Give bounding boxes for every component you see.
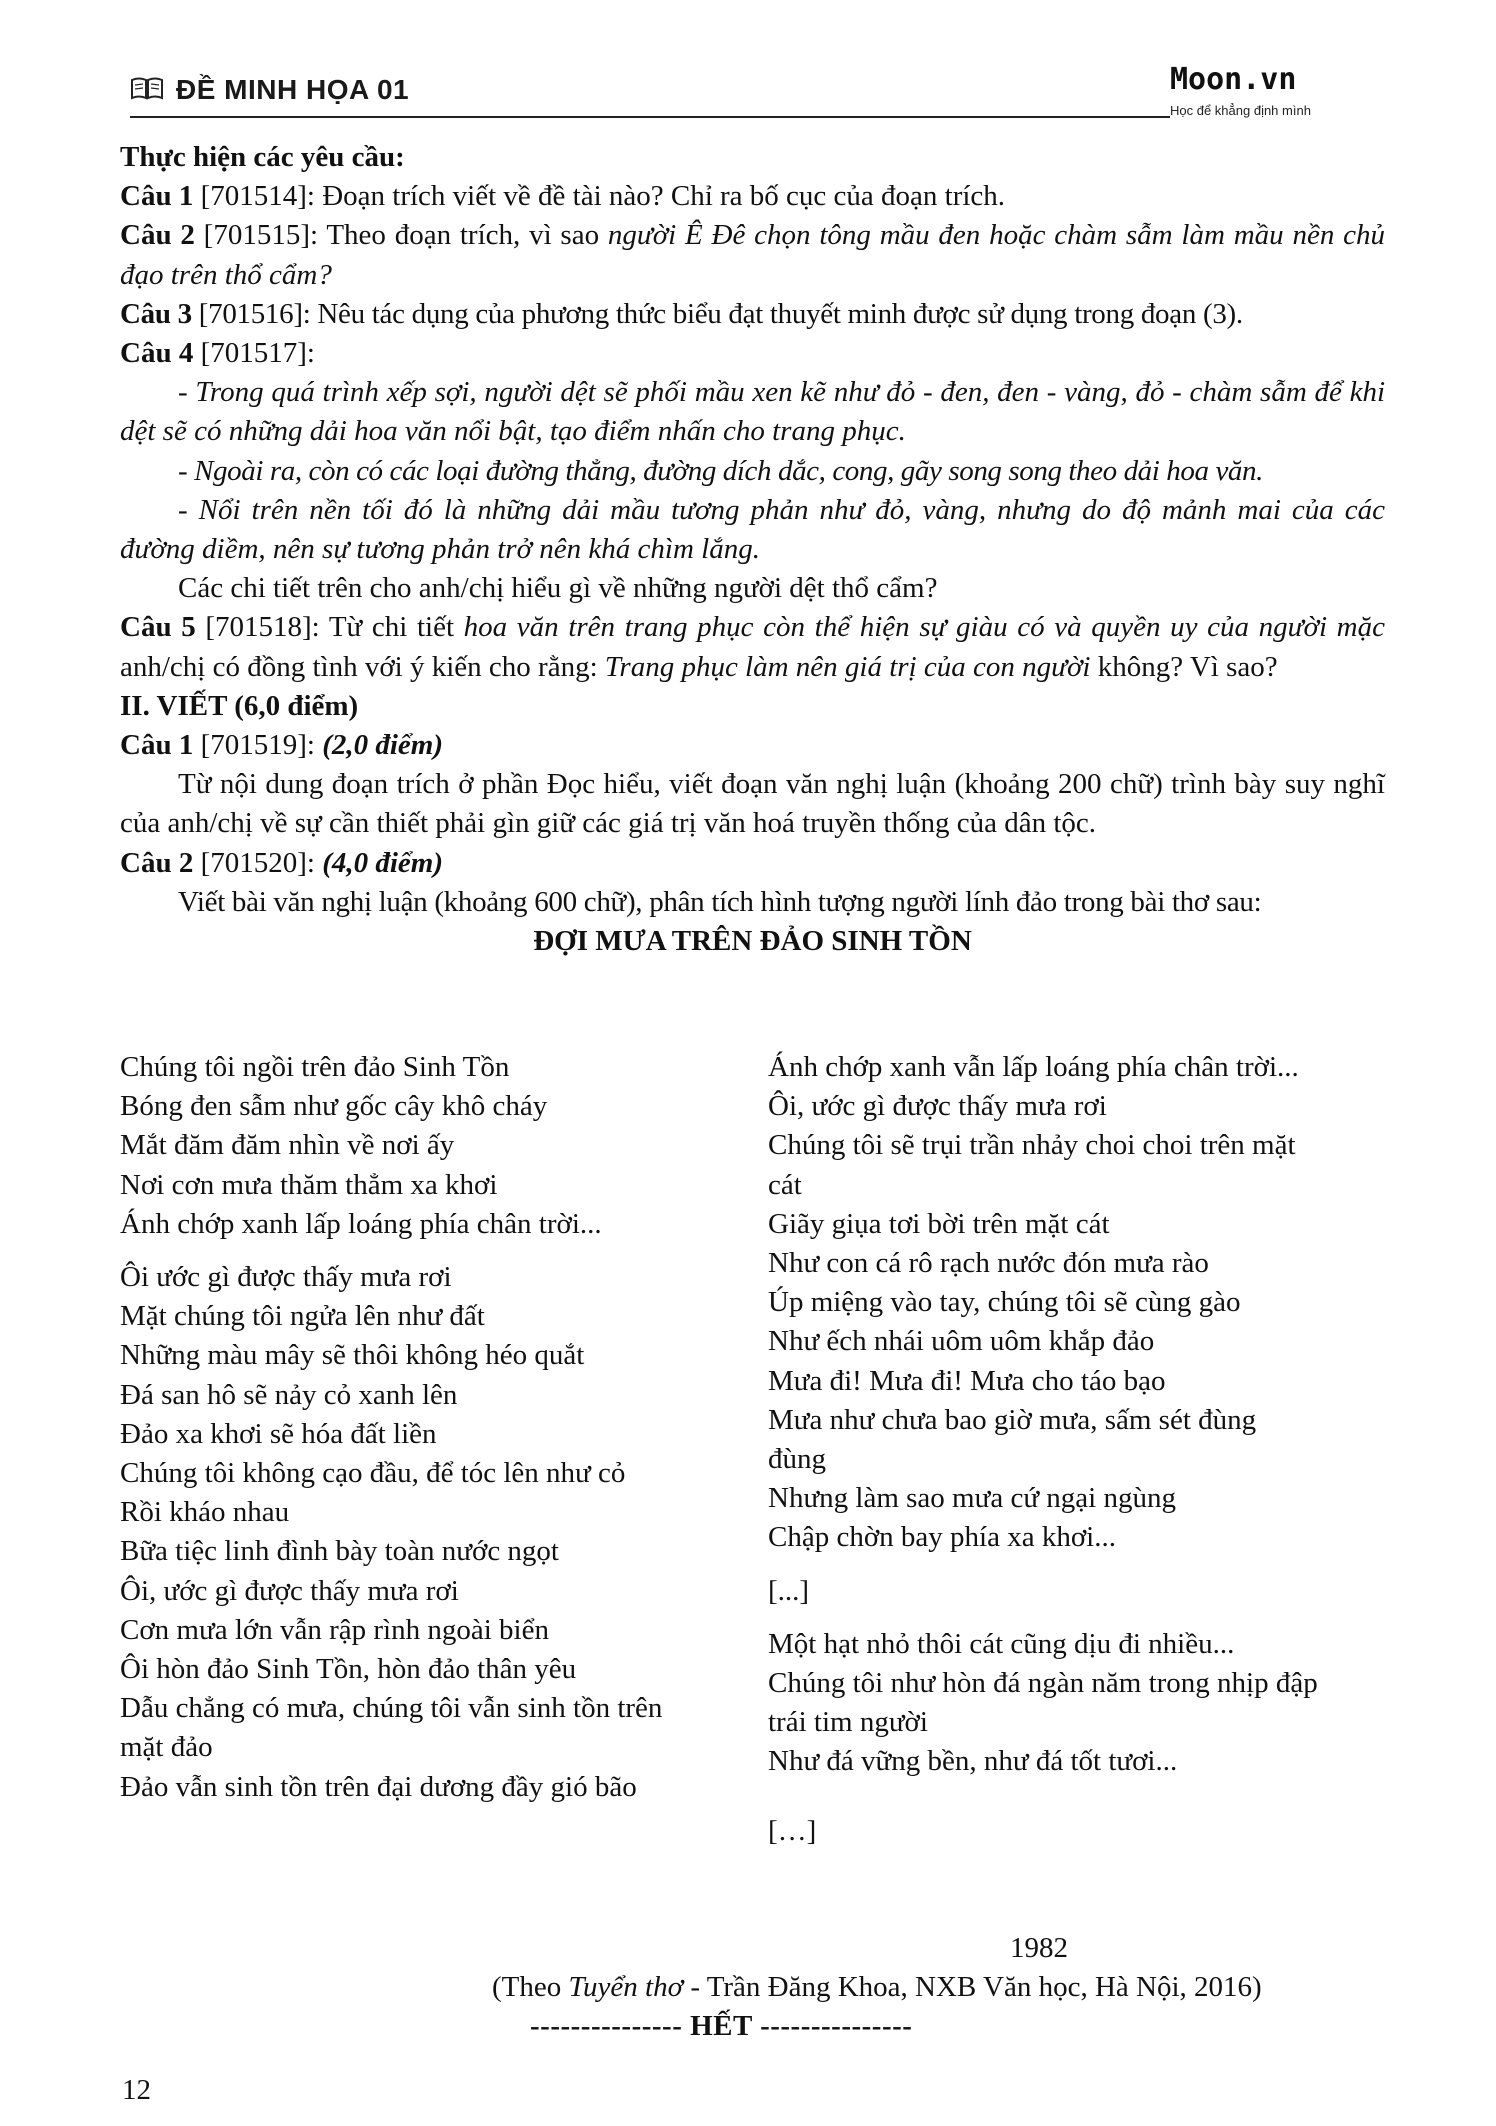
- poem-line: Nhưng làm sao mưa cứ ngại ngùng: [768, 1482, 1176, 1515]
- poem-line: Ôi, ước gì được thấy mưa rơi: [768, 1090, 1107, 1123]
- poem-year: 1982: [1010, 1932, 1068, 1964]
- poem-line: Ánh chớp xanh lấp loáng phía chân trời...: [120, 1207, 602, 1240]
- writing-prompt-2: Viết bài văn nghị luận (khoảng 600 chữ), phân tích hình tượng người lính đảo trong bài thơ sau:: [178, 885, 1262, 918]
- writing-question-1: Câu 1 [701519]: (2,0 điểm): [120, 729, 444, 762]
- poem-left-column: [120, 1048, 740, 1807]
- poem-line: Bóng đen sẫm như gốc cây khô cháy: [120, 1090, 548, 1123]
- stanza-gap: [768, 1611, 1393, 1625]
- stanza-gap: [768, 1782, 1393, 1812]
- poem-line: Ôi, ước gì được thấy mưa rơi: [120, 1574, 459, 1607]
- poem-line: Giãy giụa tơi bời trên mặt cát: [768, 1207, 1110, 1240]
- poem-line: Mắt đăm đăm nhìn về nơi ấy: [120, 1129, 455, 1162]
- doc-title: ĐỀ MINH HỌA 01: [176, 74, 410, 105]
- q4-bullet-1: - Trong quá trình xếp sợi, người dệt sẽ phối mầu xen kẽ như đỏ - đen, đen - vàng, đỏ - chàm sẫm để khi dệt sẽ có những dải hoa văn nổi bật, tạo điểm nhấn cho trang phục.: [120, 376, 1385, 448]
- poem-line: Mặt chúng tôi ngửa lên như đất: [120, 1300, 485, 1333]
- question-2: Câu 2 [701515]: Theo đoạn trích, vì sao người Ê Đê chọn tông mầu đen hoặc chàm sẫm làm mầu nền chủ đạo trên thổ cẩm?: [120, 219, 1385, 291]
- poem-line: Như con cá rô rạch nước đón mưa rào: [768, 1247, 1209, 1280]
- poem-line: Ôi ước gì được thấy mưa rơi: [120, 1261, 452, 1294]
- page-header: [130, 62, 1370, 122]
- stanza-gap: [768, 1558, 1393, 1572]
- poem-line: Chập chờn bay phía xa khơi...: [768, 1521, 1116, 1554]
- writing-heading: II. VIẾT (6,0 điểm): [120, 689, 359, 722]
- reading-heading: Thực hiện các yêu cầu:: [120, 141, 405, 173]
- writing-question-2: Câu 2 [701520]: (4,0 điểm): [120, 846, 444, 879]
- exam-content: [120, 138, 1385, 961]
- poem-line: trái tim người: [768, 1706, 928, 1739]
- q4-question: Các chi tiết trên cho anh/chị hiểu gì về những người dệt thổ cẩm?: [178, 572, 938, 605]
- poem-line: Úp miệng vào tay, chúng tôi sẽ cùng gào: [768, 1286, 1241, 1319]
- poem-line: Đảo vẫn sinh tồn trên đại dương đầy gió bão: [120, 1770, 637, 1803]
- writing-prompt-1: Từ nội dung đoạn trích ở phần Đọc hiểu, viết đoạn văn nghị luận (khoảng 200 chữ) trình bày suy nghĩ của anh/chị về sự cần thiết phải gìn giữ các giá trị văn hoá truyền thống của dân tộc.: [120, 768, 1385, 840]
- poem-line: Như đá vững bền, như đá tốt tươi...: [768, 1745, 1178, 1778]
- poem-line: Chúng tôi như hòn đá ngàn năm trong nhịp đập: [768, 1667, 1318, 1700]
- q4-bullet-2: - Ngoài ra, còn có các loại đường thẳng, đường dích dắc, cong, gãy song song theo dải hoa văn.: [178, 454, 1263, 487]
- poem-line: Nơi cơn mưa thăm thẳm xa khơi: [120, 1168, 498, 1201]
- poem-line: Mưa đi! Mưa đi! Mưa cho táo bạo: [768, 1364, 1166, 1397]
- poem-line: Cơn mưa lớn vẫn rập rình ngoài biển: [120, 1613, 549, 1646]
- question-5: Câu 5 [701518]: Từ chi tiết hoa văn trên trang phục còn thể hiện sự giàu có và quyền uy của người mặc anh/chị có đồng tình với ý kiến cho rằng: Trang phục làm nên giá trị của con người không? Vì sao?: [120, 611, 1385, 683]
- poem-line: Chúng tôi không cạo đầu, để tóc lên như cỏ: [120, 1457, 626, 1490]
- brand-slogan: Học để khẳng định mình: [1170, 103, 1311, 118]
- q4-bullet-3: - Nổi trên nền tối đó là những dải mầu tương phản như đỏ, vàng, nhưng do độ mảnh mai của các đường diềm, nên sự tương phản trở nên khá chìm lắng.: [120, 493, 1385, 566]
- poem-title: ĐỢI MƯA TRÊN ĐẢO SINH TỒN: [533, 925, 972, 958]
- poem-line: Chúng tôi ngồi trên đảo Sinh Tồn: [120, 1051, 510, 1083]
- brand-name: Moon.vn: [1170, 62, 1297, 97]
- poem-line: Rồi kháo nhau: [120, 1496, 290, 1529]
- poem-line: Chúng tôi sẽ trụi trần nhảy choi choi trên mặt: [768, 1129, 1296, 1162]
- poem-line: Dẫu chẳng có mưa, chúng tôi vẫn sinh tồn trên: [120, 1692, 663, 1725]
- stanza-gap: [120, 1244, 740, 1258]
- poem-line: đùng: [768, 1443, 826, 1476]
- poem-line: Mưa như chưa bao giờ mưa, sấm sét đùng: [768, 1403, 1257, 1436]
- question-4: Câu 4 [701517]:: [120, 337, 315, 370]
- poem-ellipsis: […]: [768, 1814, 817, 1847]
- header-rule: [130, 116, 1170, 118]
- poem-line: Ôi hòn đảo Sinh Tồn, hòn đảo thân yêu: [120, 1653, 577, 1686]
- poem-right-column: [768, 1048, 1393, 1851]
- brand-logo: [1170, 62, 1370, 118]
- book-icon: [130, 76, 164, 100]
- page-number: 12: [122, 2074, 151, 2106]
- poem-line: Bữa tiệc linh đình bày toàn nước ngọt: [120, 1535, 559, 1568]
- poem-ellipsis: [...]: [768, 1574, 810, 1607]
- poem-line: Đảo xa khơi sẽ hóa đất liền: [120, 1417, 437, 1450]
- poem-line: Ánh chớp xanh vẫn lấp loáng phía chân trời...: [768, 1051, 1299, 1083]
- poem-source: (Theo Tuyển thơ - Trần Đăng Khoa, NXB Văn học, Hà Nội, 2016): [492, 1971, 1262, 2003]
- question-3: Câu 3 [701516]: Nêu tác dụng của phương thức biểu đạt thuyết minh được sử dụng trong đoạn (3).: [120, 297, 1243, 330]
- question-1: Câu 1 [701514]: Đoạn trích viết về đề tài nào? Chỉ ra bố cục của đoạn trích.: [120, 180, 1006, 213]
- poem-line: Đá san hô sẽ nảy cỏ xanh lên: [120, 1378, 458, 1411]
- poem-line: mặt đảo: [120, 1731, 213, 1764]
- poem-line: Như ếch nhái uôm uôm khắp đảo: [768, 1325, 1155, 1358]
- poem-line: cát: [768, 1168, 802, 1201]
- end-marker: --------------- HẾT ---------------: [530, 2010, 913, 2042]
- poem-line: Một hạt nhỏ thôi cát cũng dịu đi nhiều...: [768, 1627, 1235, 1660]
- poem-line: Những màu mây sẽ thôi không héo quắt: [120, 1339, 585, 1372]
